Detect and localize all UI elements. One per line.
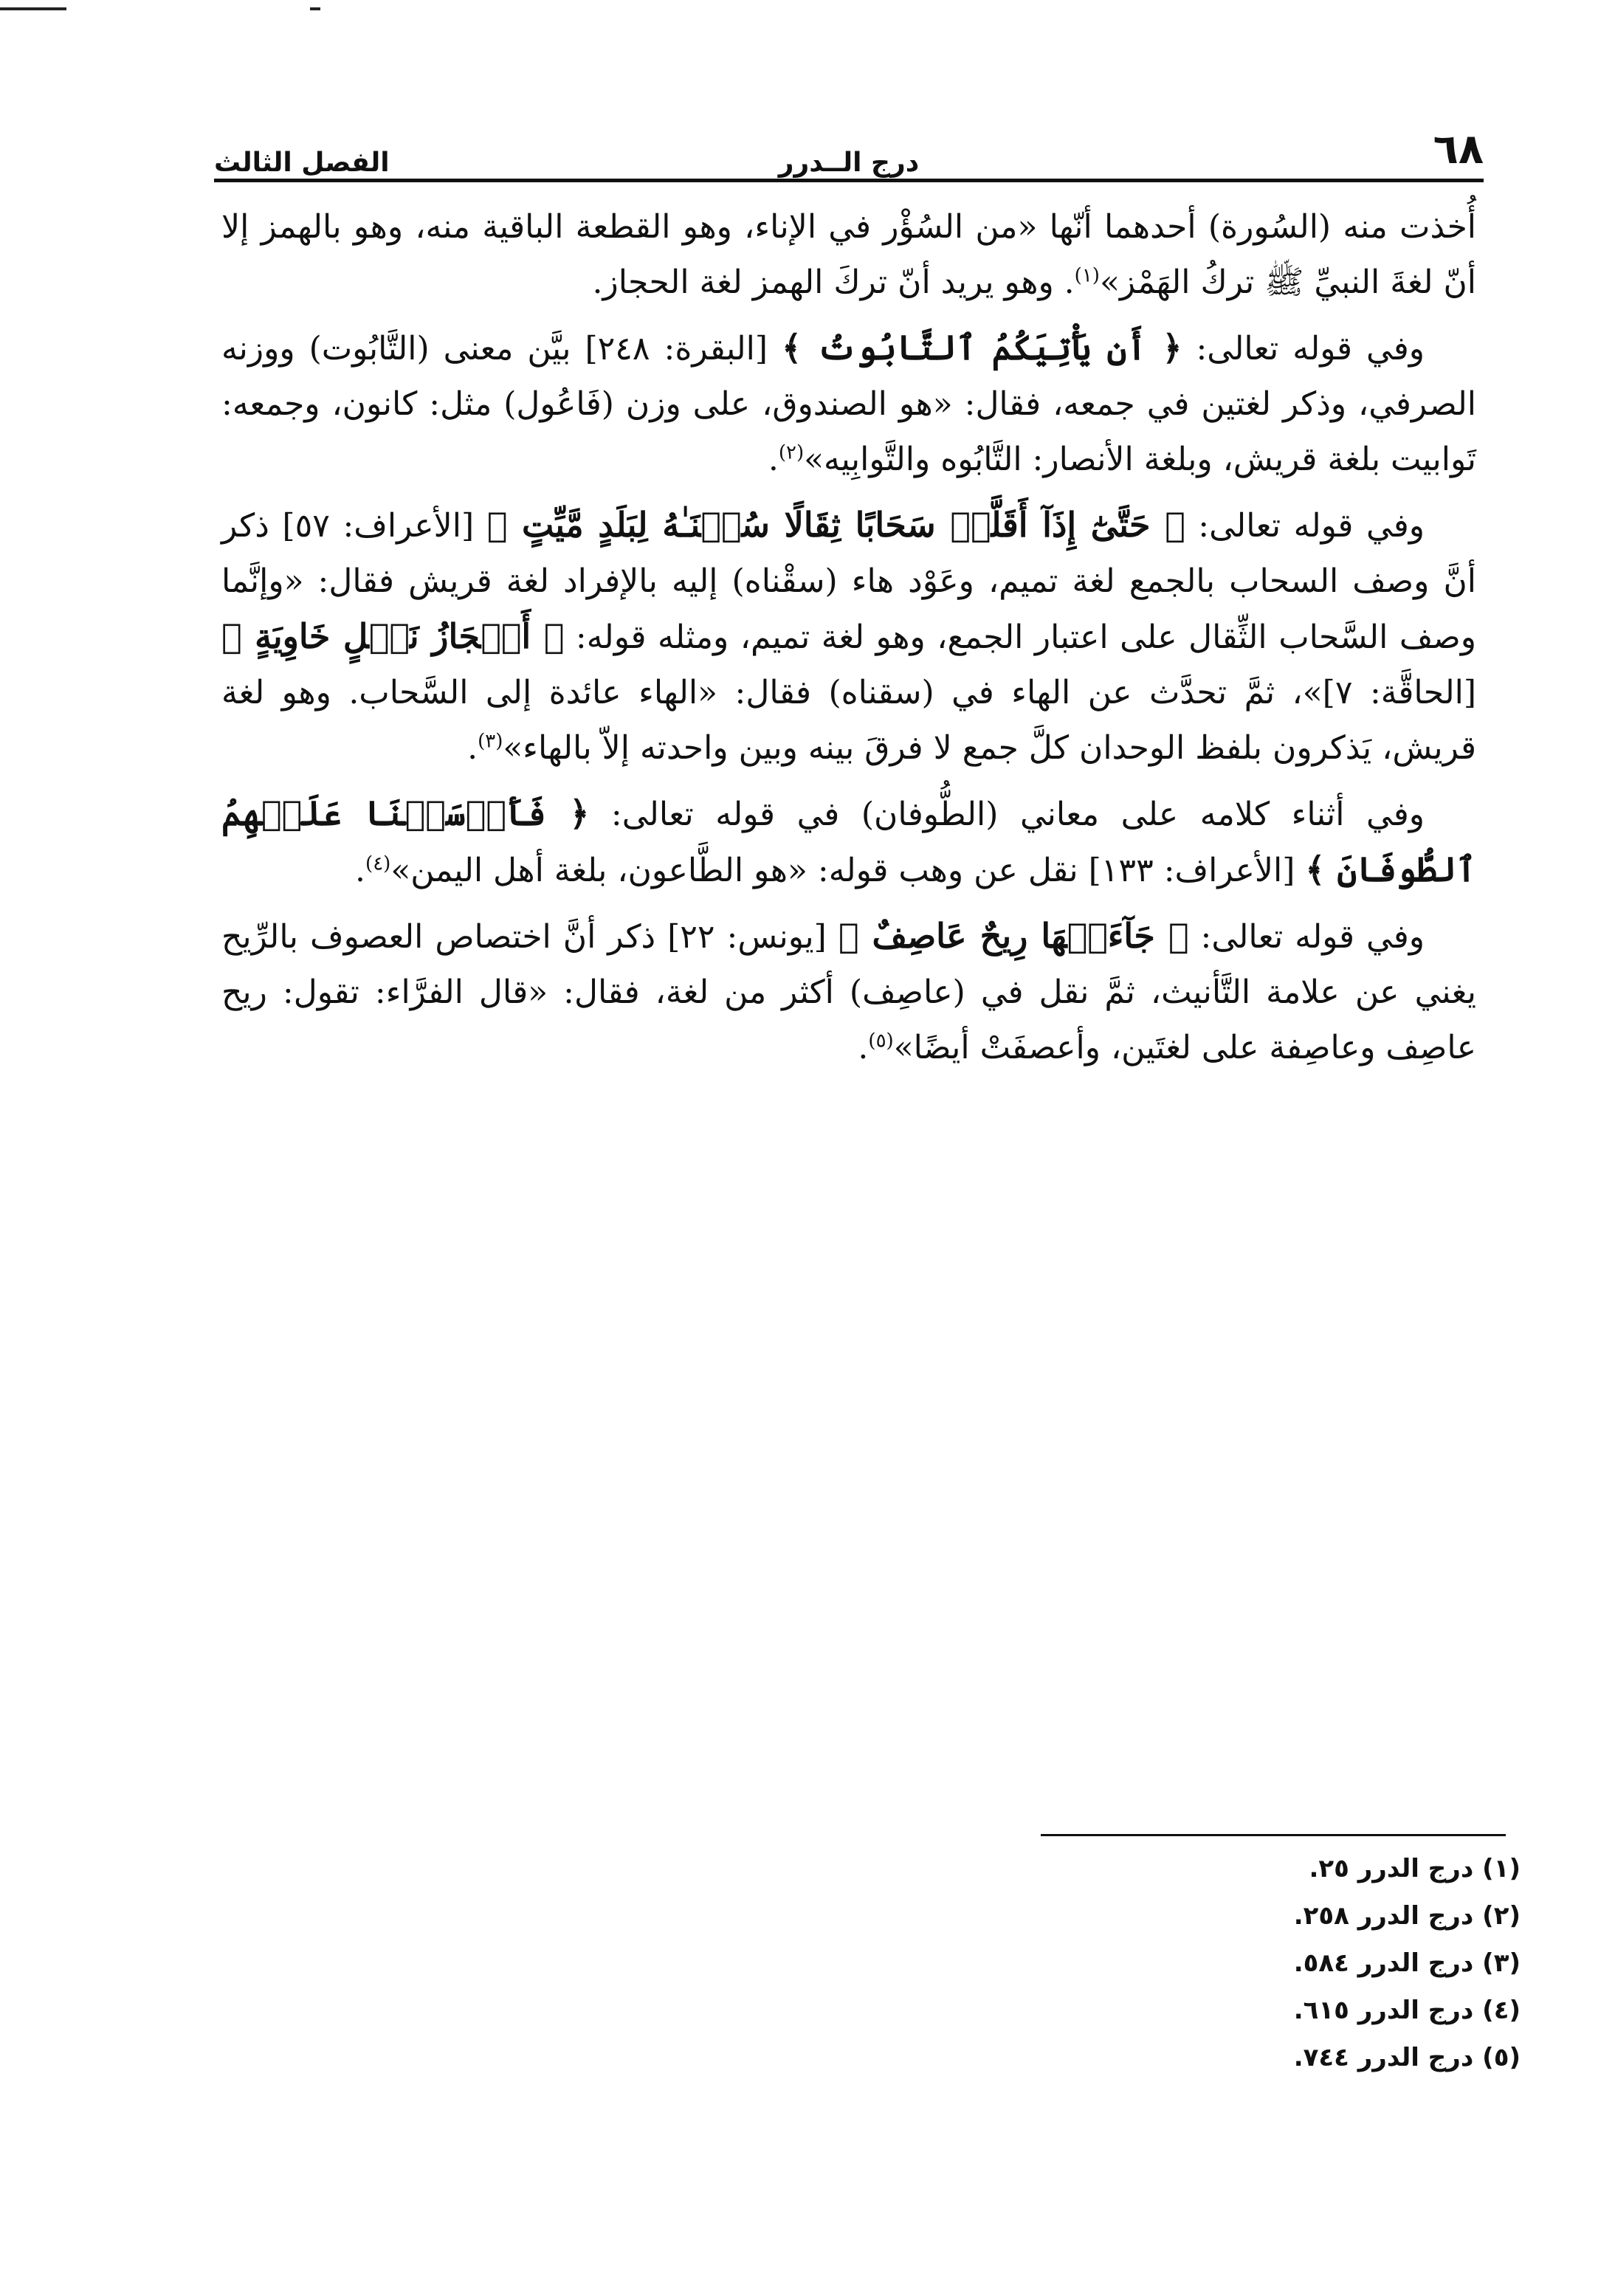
- footnote-ref: (١): [1074, 264, 1100, 287]
- footnote-item: (١) درج الدرر ٢٥.: [1309, 1854, 1521, 1883]
- quran-verse: ﴿ أَن يَأْتِيَكُمُ ٱلتَّابُوتُ ﴾: [782, 328, 1182, 368]
- footnote-item: (٤) درج الدرر ٦١٥.: [1293, 1996, 1521, 2025]
- header-rule: [214, 179, 1484, 182]
- quran-verse: ﴿ جَآءَتۡهَا رِيحٌ عَاصِفٌ ﴾: [838, 916, 1189, 956]
- quran-verse: ﴿ حَتَّىٰٓ إِذَآ أَقَلَّتۡ سَحَابًا ثِقَالًا سُقۡنَـٰهُ لِبَلَدٍ مَّيِّتٍ ﴾: [486, 505, 1185, 545]
- chapter-title: الفصل الثالث: [214, 148, 390, 178]
- text-run: وفي قوله تعالى:: [1188, 918, 1425, 956]
- text-run: وفي قوله تعالى:: [1185, 507, 1425, 545]
- book-title: درج الــدرر: [778, 148, 920, 178]
- paragraph: [221, 199, 1476, 310]
- text-run: .: [355, 852, 366, 889]
- text-run: . وهو يريد أنّ تركَ الهمز لغة الحجاز.: [592, 263, 1075, 301]
- paragraph: [221, 786, 1476, 898]
- text-run: [البقرة: ٢٤٨] بيَّن معنى (التَّابُوت) ووزنه الصرفي، وذكر لغتين في جمعه، فقال: «هو الصندوق، على وزن (فَاعُول) مثل: كانون، وجمعه: تَوابيت بلغة قريش، وبلغة الأنصار: التَّابُوه والتَّوابِيه»: [221, 330, 1476, 478]
- page-number: ٦٨: [1433, 125, 1484, 173]
- paragraph: [221, 320, 1476, 487]
- paragraph: [221, 909, 1476, 1075]
- text-run: وفي أثناء كلامه على معاني (الطُّوفان) في قوله تعالى:: [589, 796, 1425, 833]
- text-run: [الحاقَّة: ٧]»، ثمَّ تحدَّث عن الهاء في (سقناه) فقال: «الهاء عائدة إلى السَّحاب. وهو لغة قريش، يَذكرون بلفظ الوحدان كلَّ جمع لا فرقَ بينه وبين واحدته إلاّ بالهاء»: [221, 674, 1476, 767]
- footnotes: [1107, 1845, 1521, 2081]
- text-run: أُخذت منه (السُورة) أحدهما أنّها «من السُؤْر في الإناء، وهو القطعة الباقية منه، وهو بالهمز إلا أنّ لغةَ النبيِّ ﷺ تركُ الهَمْز»: [221, 208, 1476, 301]
- paragraph: [221, 497, 1476, 776]
- footnote-ref: (٥): [868, 1030, 894, 1052]
- footnote-ref: (٤): [365, 852, 391, 875]
- text-run: .: [467, 729, 478, 767]
- footnote-item: (٢) درج الدرر ٢٥٨.: [1293, 1901, 1521, 1931]
- text-run: .: [768, 441, 779, 478]
- text-run: [الأعراف: ٥٧] ذكر أنَّ وصف السحاب بالجمع لغة تميم، وعَوْد هاء (سقْناه) إليه بالإفراد لغة قريش فقال: «وإنَّما وصف السَّحاب الثِّقال على اعتبار الجمع، وهو لغة تميم، ومثله قوله:: [221, 507, 1476, 656]
- main-text: [221, 199, 1476, 1086]
- text-run: وفي قوله تعالى:: [1182, 330, 1425, 368]
- footnote-item: (٥) درج الدرر ٧٤٤.: [1293, 2043, 1521, 2072]
- footnote-ref: (٣): [478, 730, 503, 753]
- scan-edge-line-right: [310, 7, 320, 10]
- text-run: [الأعراف: ١٣٣] نقل عن وهب قوله: «هو الطَّاعون، بلغة أهل اليمن»: [390, 852, 1306, 889]
- footnote-separator: [1041, 1834, 1506, 1836]
- scan-edge-line-left: [0, 7, 66, 10]
- text-run: .: [858, 1029, 869, 1066]
- footnote-item: (٣) درج الدرر ٥٨٤.: [1293, 1948, 1521, 1978]
- quran-verse: ﴿ فَأَرۡسَلۡنَا عَلَيۡهِمُ ٱلطُّوفَانَ ﴾: [221, 793, 1476, 889]
- quran-verse: ﴿ أَعۡجَازُ نَخۡلٍ خَاوِيَةٍ ﴾: [221, 616, 565, 656]
- text-run: [يونس: ٢٢] ذكر أنَّ اختصاص العصوف بالرِّيح يغني عن علامة التَّأنيث، ثمَّ نقل في (عاصِف) أكثر من لغة، فقال: «قال الفرَّاء: تقول: ريح عاصِف وعاصِفة على لغتَين، وأعصفَتْ أيضًا»: [221, 918, 1476, 1066]
- footnote-ref: (٢): [778, 441, 805, 464]
